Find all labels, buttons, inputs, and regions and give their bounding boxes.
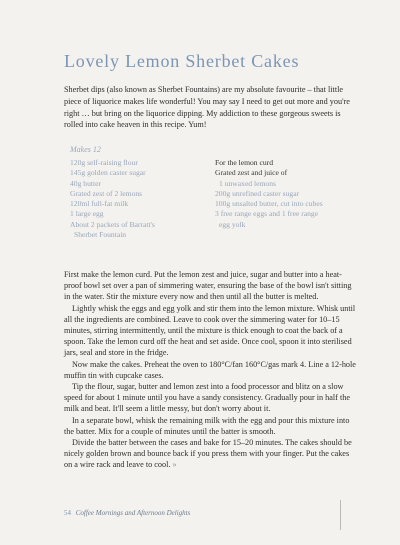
method-paragraph: In a separate bowl, whisk the remaining milk with the egg and pour this mixture into the batter. Mix for a couple of minutes until the batter is smooth. (64, 415, 350, 436)
method-paragraph: Now make the cakes. Preheat the oven to 180°C/fan 160°C/gas mark 4. Line a 12-hole muffin tin with cupcake cases. (64, 359, 356, 380)
method-paragraph-text: Divide the batter between the cases and bake for 15–20 minutes. The cakes should be nicely golden brown and bounce back if you press them with your finger. Put the cakes on a wire rack and leave to cool. (64, 438, 352, 470)
method-paragraph: Tip the flour, sugar, butter and lemon zest into a food processor and blitz on a slow speed for about 1 minute until you have a sandy consistency. Gradually pour in half the milk and beat. It'll seem a little messy, but don't worry about it. (64, 382, 350, 414)
ingredients-list-lemon-curd (215, 158, 355, 230)
ingredient-line: 100g unsalted butter, cut into cubes (215, 199, 323, 209)
ingredient-line: 200g unrefined caster sugar (215, 188, 300, 198)
method-paragraph (64, 437, 356, 471)
ingredient-line: 120ml full-fat milk (70, 199, 129, 209)
ingredient-line: Grated zest of 2 lemons (70, 188, 143, 198)
ingredient-line: 1 unwaxed lemons (219, 178, 276, 188)
lemon-curd-heading: For the lemon curd (215, 158, 273, 167)
page-number: 54 (64, 509, 71, 517)
ingredient-line: egg yolk (219, 219, 246, 229)
ingredient-line: 120g self-raising flour (70, 158, 138, 167)
method-paragraph: First make the lemon curd. Put the lemon zest and juice, sugar and butter into a heat-proof bowl set over a pan of simmering water, ensuring the base of the bowl isn't sitting in the water. Stir the mixture every now and then until all the butter is melted. (64, 270, 352, 302)
ingredient-line: 145g golden caster sugar (70, 168, 146, 178)
yield-label: Makes 12 (70, 145, 101, 154)
ingredient-line: Grated zest and juice of (215, 168, 288, 178)
ingredient-line: 3 free range eggs and 1 free range (215, 209, 319, 219)
ingredients-list-main (70, 158, 210, 240)
method-text (64, 269, 356, 471)
ingredient-line: Sherbet Fountain (74, 230, 127, 240)
end-mark: » (172, 460, 177, 470)
intro-paragraph: Sherbet dips (also known as Sherbet Fountains) are my absolute favourite – that little piece of liquorice makes life wonderful! You may say I need to get out more and you're right … but bring on the liquorice dipping. My addiction to these gorgeous sweets is rolled into cake heaven in this recipe. Yum! (64, 85, 350, 130)
recipe-title: Lovely Lemon Sherbet Cakes (64, 51, 300, 71)
ingredient-line: About 2 packets of Barratt's (70, 219, 155, 229)
page-footer (64, 509, 190, 517)
book-title: Coffee Mornings and Afternoon Delights (75, 509, 191, 517)
ingredient-line: 40g butter (70, 178, 102, 188)
ingredient-line: 1 large egg (70, 209, 104, 219)
footer-divider (340, 500, 341, 530)
method-paragraph: Lightly whisk the eggs and egg yolk and stir them into the lemon mixture. Whisk until all the ingredients are combined. Leave to cook over the simmering water for 10–15 minutes, stirring intermittently, until the mixture is thick enough to coat the back of a spoon. Take the lemon curd off the heat and set aside. Once cool, spoon it into sterilised jars, seal and store in the fridge. (64, 303, 356, 358)
